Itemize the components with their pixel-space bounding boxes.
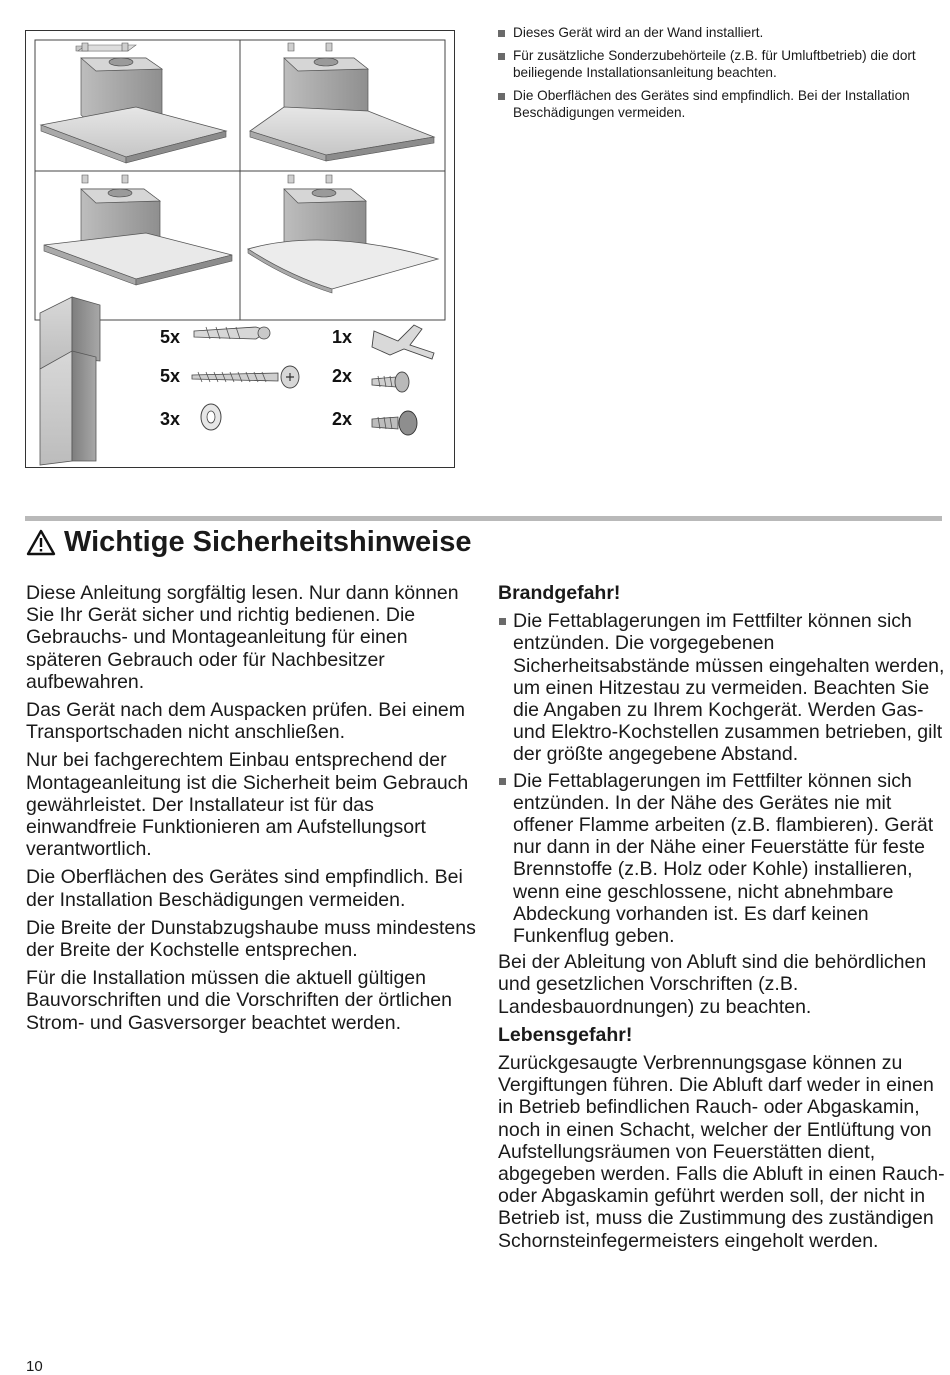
part-qty: 5x	[160, 327, 181, 347]
paragraph: Bei der Ableitung von Abluft sind die behördlichen und gesetzlichen Vorschriften (z.B. Landesbauordnungen) zu beachten.	[498, 951, 927, 1018]
warning-triangle-icon	[26, 529, 56, 556]
hood-variant-glass-curved	[248, 189, 438, 293]
page-number: 10	[26, 1358, 43, 1375]
left-column	[26, 582, 481, 1040]
paragraph: Für die Installation müssen die aktuell gültigen Bauvorschriften und die Vorschriften der örtlichen Strom- und Gasversorger beachtet werden.	[26, 967, 452, 1034]
washer-icon	[201, 404, 221, 430]
hood-variant-glass-flat	[44, 189, 232, 285]
list-item: Dieses Gerät wird an der Wand installiert.	[497, 25, 947, 41]
bracket-icon	[372, 325, 434, 359]
installation-illustration	[26, 31, 456, 469]
short-screw-icon	[372, 372, 409, 392]
section-divider	[25, 516, 942, 521]
part-qty: 2x	[332, 409, 353, 429]
part-qty: 3x	[160, 409, 181, 429]
hood-variant-flat	[41, 45, 226, 163]
part-qty: 5x	[160, 366, 181, 386]
fire-hazard-list	[498, 610, 946, 947]
paragraph: Die Breite der Dunstabzugshaube muss mindestens der Breite der Kochstelle entsprechen.	[26, 916, 476, 962]
list-item: Für zusätzliche Sonderzubehörteile (z.B. für Umluftbetrieb) die dort beiliegende Installationsanleitung beachten.	[497, 48, 947, 81]
part-qty: 1x	[332, 327, 353, 347]
paragraph: Zurückgesaugte Verbrennungsgase können zu Vergiftungen führen. Die Abluft darf weder in einen in Betrieb befindlichen Rauch- oder Abgaskamin, noch in einen Schacht, welcher der Entlüftung von Aufstellungsräumen von Feuerstätten dient, abgegeben werden. Falls die Abluft in einen Rauch- oder Abgaskamin geführt werden soll, der nicht in Betrieb ist, muss die Zustimmung des zuständigen Schornsteinfegermeisters eingeholt werden.	[498, 1052, 945, 1252]
right-column	[498, 582, 946, 1258]
chimney-duct	[40, 297, 100, 465]
paragraph: Nur bei fachgerechtem Einbau entsprechend der Montageanleitung ist die Sicherheit beim Gebrauch gewährleistet. Der Installateur ist für das einwandfreie Funktionieren am Aufstellungsort verantwortlich.	[26, 749, 469, 861]
hood-variant-pyramid	[250, 58, 434, 161]
top-bullet-list	[497, 25, 947, 128]
paragraph: Diese Anleitung sorgfältig lesen. Nur dann können Sie Ihr Gerät sicher und richtig bedienen. Die Gebrauchs- und Montageanleitung für einen späteren Gebrauch oder für Nachbesitzer aufbewahren.	[26, 582, 459, 693]
installation-figure	[25, 30, 455, 468]
paragraph: Die Oberflächen des Gerätes sind empfindlich. Bei der Installation Beschädigungen vermeiden.	[26, 866, 463, 911]
list-item: Die Oberflächen des Gerätes sind empfindlich. Bei der Installation Beschädigungen vermeiden.	[497, 88, 947, 121]
list-item: Die Fettablagerungen im Fettfilter können sich entzünden. In der Nähe des Gerätes nie mit offener Flamme arbeiten (z.B. flambieren). Gerät nur dann in der Nähe einer Feuerstätte für feste Brennstoffe (z.B. Holz oder Kohle) installieren, wenn eine geschlossene, nicht abnehmbare Abdeckung vorhanden ist. Es darf keinen Funkenflug geben.	[498, 770, 946, 948]
section-heading	[26, 522, 471, 562]
danger-to-life-heading: Lebensgefahr!	[498, 1023, 633, 1046]
section-title: Wichtige Sicherheitshinweise	[64, 526, 472, 558]
paragraph: Das Gerät nach dem Auspacken prüfen. Bei einem Transportschaden nicht anschließen.	[26, 699, 465, 744]
fire-hazard-heading: Brandgefahr!	[498, 582, 621, 604]
wall-plug-icon	[194, 327, 270, 339]
wood-screw-icon	[192, 366, 299, 388]
part-qty: 2x	[332, 366, 353, 386]
list-item: Die Fettablagerungen im Fettfilter können sich entzünden. Die vorgegebenen Sicherheitsabstände müssen eingehalten werden, um einen Hitzestau zu vermeiden. Beachten Sie die Angaben zu Ihrem Kochgerät. Werden Gas- und Elektro-Kochstellen zusammen betrieben, gilt der größte angegebene Abstand.	[498, 610, 946, 765]
pan-head-screw-icon	[372, 411, 417, 435]
